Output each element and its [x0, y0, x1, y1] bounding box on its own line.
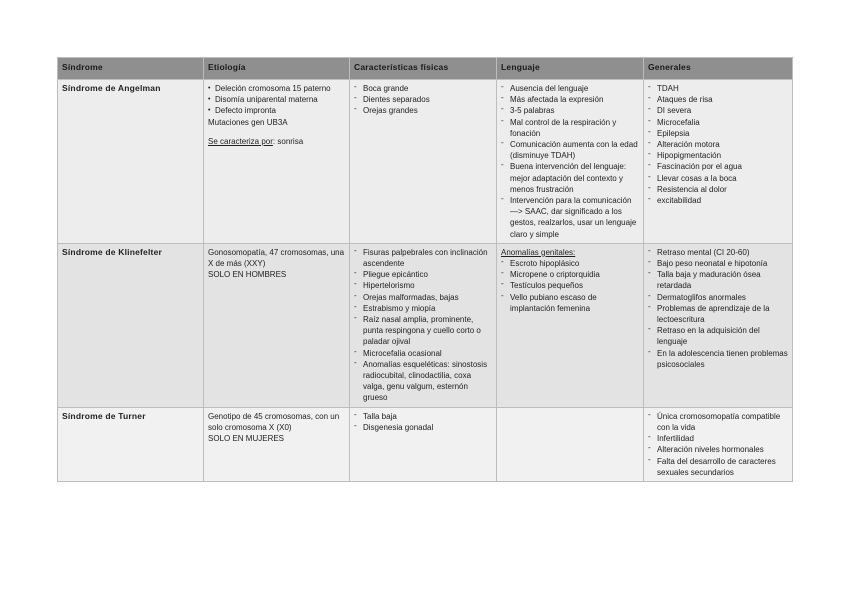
- list-item: - Mal control de la respiración y fonación: [501, 117, 639, 139]
- general-list: [648, 83, 788, 206]
- physical-list: [354, 247, 492, 404]
- list-item: - 3-5 palabras: [501, 105, 639, 116]
- list-item: - Orejas malformadas, bajas: [354, 292, 492, 303]
- list-item: - Epilepsia: [648, 128, 788, 139]
- etiology-cell: [204, 80, 350, 244]
- syndrome-name: Síndrome de Angelman: [58, 80, 204, 244]
- language-list: [501, 258, 639, 314]
- syndrome-name: Síndrome de Turner: [58, 407, 204, 481]
- list-item: - Orejas grandes: [354, 105, 492, 116]
- list-item: • Deleción cromosoma 15 paterno: [208, 83, 345, 94]
- list-item: - Única cromosomopatía compatible con la vida: [648, 411, 788, 433]
- list-item: - Infertilidad: [648, 433, 788, 444]
- general-cell: [644, 80, 793, 244]
- list-item: - Alteración niveles hormonales: [648, 444, 788, 455]
- list-item: - Ausencia del lenguaje: [501, 83, 639, 94]
- table-row-klinefelter: [58, 243, 793, 407]
- language-cell: [497, 80, 644, 244]
- list-item: - Retraso en la adquisición del lenguaje: [648, 325, 788, 347]
- header-syndrome: Síndrome: [58, 58, 204, 80]
- general-list: [648, 411, 788, 478]
- etiology-cell: [204, 407, 350, 481]
- etiology-line: Gonosomopatía, 47 cromosomas, una X de más (XXY): [208, 247, 345, 269]
- etiology-note: [208, 136, 345, 147]
- physical-cell: [350, 407, 497, 481]
- table-row-angelman: [58, 80, 793, 244]
- list-item: - excitabilidad: [648, 195, 788, 206]
- list-item: • Defecto impronta: [208, 105, 345, 116]
- list-item: - Intervención para la comunicación —> SAAC, dar significado a los gestos, realzarlos, usar un lenguaje claro y simple: [501, 195, 639, 240]
- etiology-cell: [204, 243, 350, 407]
- list-item: - Ataques de risa: [648, 94, 788, 105]
- etiology-line: SOLO EN HOMBRES: [208, 270, 287, 280]
- list-item: - DI severa: [648, 105, 788, 116]
- physical-cell: [350, 80, 497, 244]
- list-item: - Resistencia al dolor: [648, 184, 788, 195]
- language-heading: Anomalías genitales:: [501, 247, 576, 257]
- list-item: - Llevar cosas a la boca: [648, 173, 788, 184]
- general-cell: [644, 243, 793, 407]
- list-item: - Dientes separados: [354, 94, 492, 105]
- list-item: - Escroto hipoplásico: [501, 258, 639, 269]
- list-item: - En la adolescencia tienen problemas psicosociales: [648, 348, 788, 370]
- physical-cell: [350, 243, 497, 407]
- header-general: Generales: [644, 58, 793, 80]
- note-rest: : sonrisa: [272, 136, 304, 146]
- list-item: - Testículos pequeños: [501, 280, 639, 291]
- list-item: - Microcefalia ocasional: [354, 348, 492, 359]
- etiology-line: SOLO EN MUJERES: [208, 434, 285, 444]
- list-item: - Buena intervención del lenguaje: mejor adaptación del contexto y menos frustración: [501, 161, 639, 195]
- note-underlined: Se caracteriza por: [208, 136, 273, 146]
- list-item: - Micropene o criptorquidia: [501, 269, 639, 280]
- etiology-list: [208, 83, 345, 117]
- physical-list: [354, 411, 492, 433]
- list-item: - Fascinación por el agua: [648, 161, 788, 172]
- list-item: - Hipopigmentación: [648, 150, 788, 161]
- general-list: [648, 247, 788, 370]
- header-etiology: Etiología: [204, 58, 350, 80]
- syndromes-table: [57, 57, 793, 482]
- header-row: [58, 58, 793, 80]
- etiology-extra: Mutaciones gen UB3A: [208, 117, 288, 127]
- list-item: - Raíz nasal amplia, prominente, punta respingona y cuello corto o paladar ojival: [354, 314, 492, 348]
- list-item: - Fisuras palpebrales con inclinación ascendente: [354, 247, 492, 269]
- list-item: - Talla baja y maduración ósea retardada: [648, 269, 788, 291]
- list-item: - Problemas de aprendizaje de la lectoescritura: [648, 303, 788, 325]
- list-item: - Más afectada la expresión: [501, 94, 639, 105]
- physical-list: [354, 83, 492, 117]
- general-cell: [644, 407, 793, 481]
- list-item: - Alteración motora: [648, 139, 788, 150]
- list-item: - TDAH: [648, 83, 788, 94]
- list-item: - Anomalías esqueléticas: sinostosis radiocubital, clinodactilia, coxa valga, genu valgum, esternón grueso: [354, 359, 492, 404]
- table-row-turner: [58, 407, 793, 481]
- list-item: - Retraso mental (CI 20-60): [648, 247, 788, 258]
- header-physical: Características físicas: [350, 58, 497, 80]
- list-item: - Boca grande: [354, 83, 492, 94]
- list-item: - Dermatoglifos anormales: [648, 292, 788, 303]
- language-cell: [497, 243, 644, 407]
- list-item: - Pliegue epicántico: [354, 269, 492, 280]
- list-item: - Disgenesia gonadal: [354, 422, 492, 433]
- list-item: - Estrabismo y miopía: [354, 303, 492, 314]
- list-item: - Falta del desarrollo de caracteres sexuales secundarios: [648, 456, 788, 478]
- list-item: • Disomía uniparental materna: [208, 94, 345, 105]
- header-language: Lenguaje: [497, 58, 644, 80]
- etiology-line: Genotipo de 45 cromosomas, con un solo cromosoma X (X0): [208, 411, 340, 432]
- list-item: - Talla baja: [354, 411, 492, 422]
- list-item: - Comunicación aumenta con la edad (disminuye TDAH): [501, 139, 639, 161]
- list-item: - Vello pubiano escaso de implantación femenina: [501, 292, 639, 314]
- list-item: - Bajo peso neonatal e hipotonía: [648, 258, 788, 269]
- list-item: - Microcefalia: [648, 117, 788, 128]
- list-item: - Hipertelorismo: [354, 280, 492, 291]
- language-cell: [497, 407, 644, 481]
- syndrome-name: Síndrome de Klinefelter: [58, 243, 204, 407]
- language-list: [501, 83, 639, 240]
